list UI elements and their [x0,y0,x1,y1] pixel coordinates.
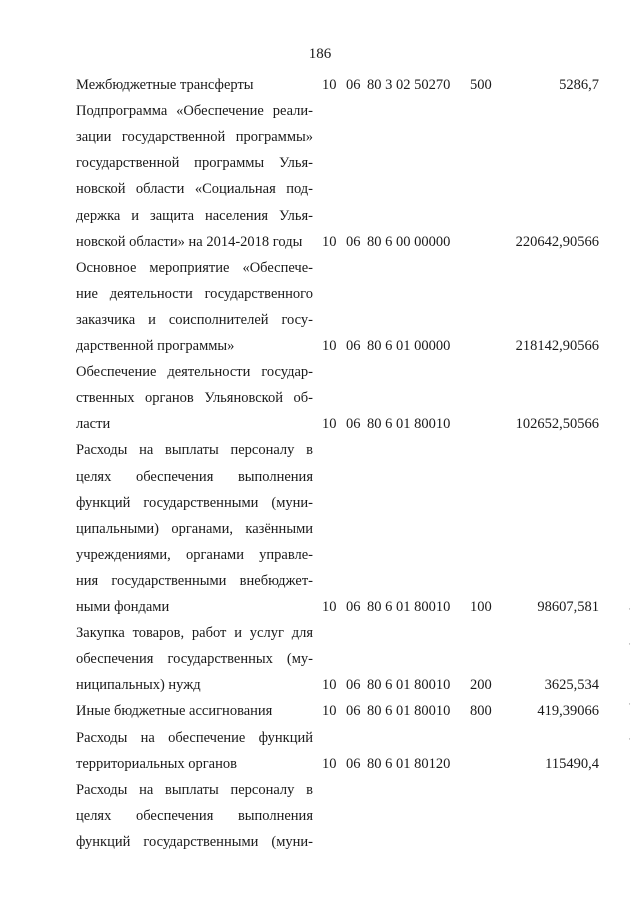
amount: 98607,581 [537,599,599,615]
table-row [0,307,640,333]
scan-speck: · [628,734,631,744]
table-row [0,229,640,255]
table-row [0,203,640,229]
table-row [0,803,640,829]
table-row [0,698,640,724]
row-description: новской области» на 2014-2018 годы [76,233,303,250]
target-article-code: 80 6 01 00000 [367,338,451,354]
table-row [0,620,640,646]
row-description: зации государственной программы» [76,129,313,146]
amount: 220642,90566 [515,233,599,250]
row-description: функций государственными (муни- [76,494,313,511]
row-description: держка и защита населения Улья- [76,207,313,224]
expense-type-code: 100 [470,599,492,615]
table-row [0,594,640,620]
section-code: 10 [322,755,337,772]
target-article-code: 80 6 01 80010 [367,703,451,720]
expense-type-code: 500 [470,77,492,93]
table-row [0,437,640,463]
scan-speck: · [628,699,631,709]
row-description: Закупка товаров, работ и услуг для [76,625,313,642]
table-row [0,725,640,751]
row-description: Расходы на обеспечение функций [76,729,313,746]
section-code: 10 [322,677,337,694]
subsection-code: 06 [346,599,361,615]
subsection-code: 06 [346,677,361,694]
row-description: учреждениями, органами управле- [76,546,313,563]
table-row [0,333,640,359]
table-row [0,751,640,777]
table-row [0,490,640,516]
section-code: 10 [322,77,337,93]
section-code: 10 [322,233,337,250]
row-description: новской области «Социальная под- [76,181,313,198]
target-article-code: 80 6 00 00000 [367,233,451,250]
row-description: государственной программы Улья- [76,155,313,172]
table-row [0,568,640,594]
row-description: целях обеспечения выполнения [76,468,313,485]
section-code: 10 [322,416,337,433]
table-row [0,829,640,855]
table-row [0,646,640,672]
row-description: дарственной программы» [76,338,235,354]
target-article-code: 80 3 02 50270 [367,77,451,93]
subsection-code: 06 [346,233,361,250]
section-code: 10 [322,703,337,720]
subsection-code: 06 [346,77,361,93]
table-row [0,150,640,176]
table-row [0,516,640,542]
section-code: 10 [322,599,337,615]
subsection-code: 06 [346,755,361,772]
table-row [0,124,640,150]
amount: 3625,534 [544,677,599,694]
table-row [0,72,640,98]
amount: 5286,7 [559,77,599,93]
table-row [0,359,640,385]
row-description: Иные бюджетные ассигнования [76,703,273,720]
table-row [0,255,640,281]
subsection-code: 06 [346,703,361,720]
scan-speck: · [628,604,631,614]
table-row [0,672,640,698]
target-article-code: 80 6 01 80120 [367,755,451,772]
row-description: ными фондами [76,599,170,615]
table-row [0,542,640,568]
table-row [0,411,640,437]
expense-type-code: 800 [470,703,492,720]
row-description: ния государственными внебюджет- [76,572,313,589]
row-description: функций государственными (муни- [76,833,313,850]
amount: 218142,90566 [515,338,599,354]
row-description: Обеспечение деятельности государ- [76,364,313,381]
row-description: ципальными) органами, казёнными [76,520,313,537]
table-row [0,464,640,490]
section-code: 10 [322,338,337,354]
target-article-code: 80 6 01 80010 [367,416,451,433]
row-description: обеспечения государственных (му- [76,651,313,668]
row-description: ственных органов Ульяновской об- [76,390,313,407]
amount: 102652,50566 [515,416,599,433]
row-description: Подпрограмма «Обеспечение реали- [76,103,313,120]
table-row [0,281,640,307]
row-description: Расходы на выплаты персоналу в [76,442,313,459]
target-article-code: 80 6 01 80010 [367,599,451,615]
table-row [0,176,640,202]
amount: 115490,4 [545,755,599,772]
row-description: ние деятельности государственного [76,285,313,302]
row-description: Основное мероприятие «Обеспече- [76,259,313,276]
row-description: целях обеспечения выполнения [76,807,313,824]
expense-type-code: 200 [470,677,492,694]
row-description: территориальных органов [76,755,237,772]
row-description: Межбюджетные трансферты [76,77,254,93]
scan-speck: · [628,639,631,649]
table-row [0,777,640,803]
row-description: ласти [76,416,111,433]
row-description: ниципальных) нужд [76,677,201,694]
row-description: заказчика и соисполнителей госу- [76,311,313,328]
amount: 419,39066 [537,703,599,720]
page-number: 186 [308,46,332,62]
row-description: Расходы на выплаты персоналу в [76,781,313,798]
table-row [0,98,640,124]
target-article-code: 80 6 01 80010 [367,677,451,694]
subsection-code: 06 [346,416,361,433]
subsection-code: 06 [346,338,361,354]
table-row [0,385,640,411]
